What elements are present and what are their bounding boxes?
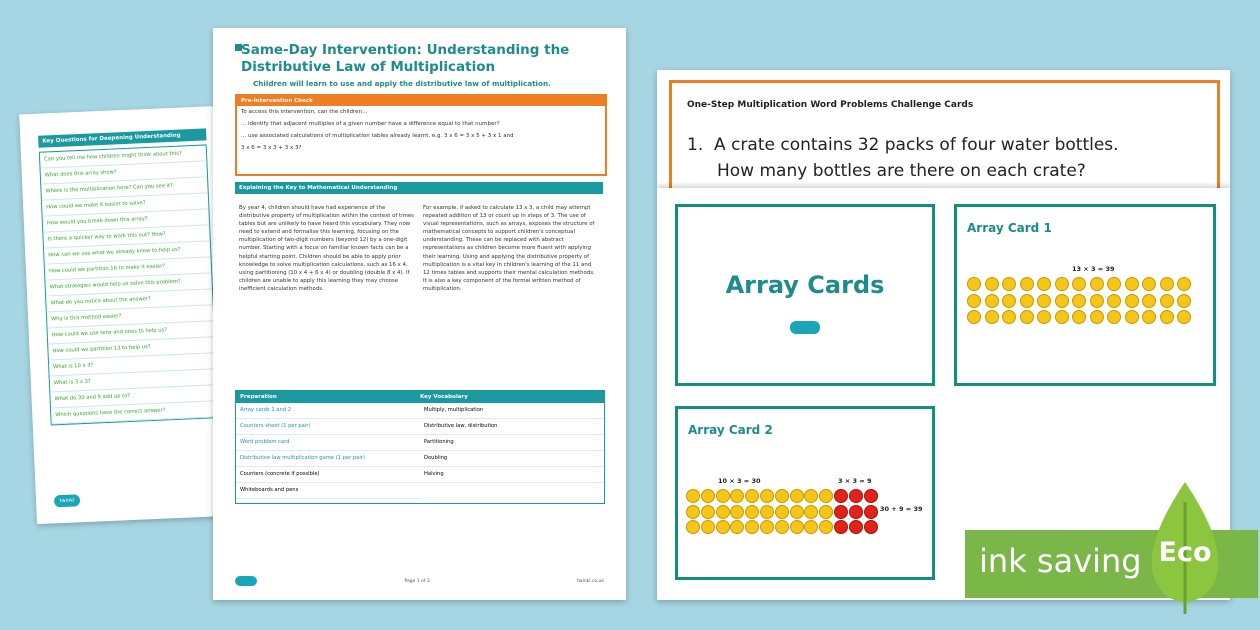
preparation-header: Preparation <box>240 394 277 400</box>
array-card-2-left-equation: 10 × 3 = 30 <box>718 477 761 485</box>
back-worksheet-page <box>19 106 237 524</box>
yellow-counter <box>775 520 789 534</box>
vocabulary-item: Halving <box>420 467 604 483</box>
yellow-counter <box>1037 310 1051 324</box>
vocabulary-item: Partitioning <box>420 435 604 451</box>
key-question-item: How could we partition 13 to help us? <box>48 337 215 360</box>
key-question-item: Is there a quicker way to work this out? How? <box>43 225 210 248</box>
preparation-list <box>236 403 420 499</box>
yellow-counter <box>804 520 818 534</box>
key-question-item: Why is this method easier? <box>47 305 214 328</box>
yellow-counter <box>1160 294 1174 308</box>
array-card-2 <box>675 406 935 580</box>
yellow-counter <box>701 505 715 519</box>
array-card-2-title: Array Card 2 <box>688 423 773 437</box>
yellow-counter <box>716 505 730 519</box>
yellow-counter <box>686 505 700 519</box>
yellow-counter <box>819 489 833 503</box>
prep-vocab-header <box>236 391 604 403</box>
yellow-counter <box>745 489 759 503</box>
twinkl-logo <box>235 576 257 586</box>
title-line-2: Distributive Law of Multiplication <box>241 59 496 75</box>
yellow-counter <box>1177 277 1191 291</box>
page-subtitle: Children will learn to use and apply the distributive law of multiplication. <box>253 79 551 88</box>
yellow-counter <box>985 277 999 291</box>
yellow-counter <box>1107 294 1121 308</box>
key-question-item: Which questions have the correct answer? <box>51 401 218 424</box>
yellow-counter <box>790 489 804 503</box>
yellow-counter <box>760 489 774 503</box>
key-questions-list <box>39 144 219 425</box>
page-footer <box>235 576 604 586</box>
yellow-counter <box>1177 294 1191 308</box>
yellow-counter <box>1142 294 1156 308</box>
twinkl-logo: twinkl <box>54 494 80 507</box>
preparation-item: Array cards 1 and 2 <box>236 403 420 419</box>
explanation-header: Explaining the Key to Mathematical Understanding <box>235 182 603 194</box>
yellow-counter <box>1142 277 1156 291</box>
preparation-item: Word problem card <box>236 435 420 451</box>
array-card-1 <box>954 204 1216 386</box>
pre-intervention-line: 3 x 6 = 3 x 3 + 3 x 3? <box>241 145 302 151</box>
yellow-counter <box>1020 310 1034 324</box>
yellow-counter <box>1160 310 1174 324</box>
eco-leaf-icon <box>1150 482 1220 614</box>
yellow-counter <box>701 520 715 534</box>
yellow-counter <box>985 310 999 324</box>
yellow-counter <box>730 505 744 519</box>
yellow-counter <box>1055 277 1069 291</box>
preparation-vocabulary-box <box>235 390 605 504</box>
key-question-item: What is 10 x 3? <box>49 353 216 376</box>
yellow-counter <box>967 277 981 291</box>
vocabulary-item: Multiply, multiplication <box>420 403 604 419</box>
intervention-plan-page <box>213 28 626 600</box>
yellow-counter <box>804 489 818 503</box>
yellow-counter <box>1002 294 1016 308</box>
yellow-counter <box>686 520 700 534</box>
red-counter <box>834 489 848 503</box>
yellow-counter <box>1002 310 1016 324</box>
yellow-counter <box>804 505 818 519</box>
yellow-counter <box>967 310 981 324</box>
pre-intervention-line: ... use associated calculations of multiplication tables already learnt, e.g. 3 x 6 = 3 x 5 + 3 x 1 and <box>241 133 514 139</box>
key-question-item: How could we make it easier to solve? <box>42 193 209 216</box>
array-card-2-total-equation: 30 + 9 = 39 <box>880 505 923 513</box>
pre-intervention-line: ... identify that adjacent multiples of a given number have a difference equal to that number? <box>241 121 500 127</box>
yellow-counter <box>1002 277 1016 291</box>
yellow-counter <box>716 489 730 503</box>
vocabulary-header: Key Vocabulary <box>420 394 468 400</box>
key-question-item: How can we use what we already know to help us? <box>44 241 211 264</box>
red-counter <box>834 520 848 534</box>
key-question-item: How could we use tens and ones to help us? <box>48 321 215 344</box>
yellow-counter <box>1177 310 1191 324</box>
yellow-counter <box>967 294 981 308</box>
yellow-counter <box>730 520 744 534</box>
yellow-counter <box>1055 294 1069 308</box>
yellow-counter <box>985 294 999 308</box>
red-counter <box>864 505 878 519</box>
yellow-counter <box>686 489 700 503</box>
pre-intervention-box <box>235 94 607 176</box>
yellow-counter <box>1020 277 1034 291</box>
red-counter <box>849 520 863 534</box>
yellow-counter <box>1160 277 1174 291</box>
yellow-counter <box>1125 277 1139 291</box>
yellow-counter <box>790 505 804 519</box>
yellow-counter <box>790 520 804 534</box>
yellow-counter <box>775 505 789 519</box>
preparation-item: Counters sheet (1 per pair) <box>236 419 420 435</box>
preparation-item: Distributive law multiplication game (1 per pair) <box>236 451 420 467</box>
yellow-counter <box>760 505 774 519</box>
key-question-item: Where is the multiplication here? Can you see it? <box>41 177 208 200</box>
ink-saving-text: ink saving <box>979 542 1142 580</box>
yellow-counter <box>745 520 759 534</box>
vocabulary-item: Doubling <box>420 451 604 467</box>
page-title <box>241 42 569 76</box>
explanation-column-2: For example, if asked to calculate 13 x 3, a child may attempt repeated addition of 13 or count up in steps of 3. The use of visual representations, such as arrays, exposes the structure of mathematical concepts to support children's conceptual understanding. These can be replaced with abstract representations as children become more fluent with applying their learning. Using and applying the distributive property of multiplication is a vital key in children's learning of the 11 and 12 times tables and supports their mental calculation methods. It is also a key component of the formal written method of multiplication. <box>423 205 595 292</box>
explanation-box <box>235 182 603 382</box>
pre-intervention-line: To access this intervention, can the children... <box>241 109 368 115</box>
pre-intervention-header: Pre-Intervention Check <box>237 96 605 106</box>
title-line-1: Same-Day Intervention: Understanding the <box>241 42 570 58</box>
footer-url: twinkl.co.uk <box>577 578 604 584</box>
yellow-counter <box>1090 294 1104 308</box>
vocabulary-item: Distributive law, distribution <box>420 419 604 435</box>
key-question-item: How would you break down this array? <box>43 209 210 232</box>
array-card-1-equation: 13 × 3 = 39 <box>1072 265 1115 273</box>
yellow-counter <box>819 520 833 534</box>
explanation-column-1: By year 4, children should have had experience of the distributive property of multiplication within the context of times tables but are unlikely to have heard this vocabulary. They now need to extend and formalise this learning, focusing on the multiplication of two-digit numbers (beyond 12) by a one-digit number. Starting with a focus on familiar known facts can be a helpful starting point. Children should be able to apply prior knowledge to solve multiplication calculations, such as 16 x 4, using partitioning (10 x 4 + 6 x 4) or doubling (double 8 x 4). If children are unable to apply this learning they may choose inefficient calculation methods. <box>239 205 414 292</box>
yellow-counter <box>1090 277 1104 291</box>
yellow-counter <box>716 520 730 534</box>
array-cards-cover-card <box>675 204 935 386</box>
yellow-counter <box>745 505 759 519</box>
key-question-item: What is 3 x 3? <box>50 369 217 392</box>
twinkl-logo <box>790 321 820 334</box>
yellow-counter <box>1055 310 1069 324</box>
yellow-counter <box>760 520 774 534</box>
vocabulary-list <box>420 403 604 499</box>
yellow-counter <box>1037 277 1051 291</box>
cover-card-title: Array Cards <box>725 271 885 299</box>
yellow-counter <box>1020 294 1034 308</box>
array-card-1-title: Array Card 1 <box>967 221 1052 235</box>
yellow-counter <box>701 489 715 503</box>
challenge-card-title: One-Step Multiplication Word Problems Challenge Cards <box>687 100 974 110</box>
yellow-counter <box>1125 310 1139 324</box>
eco-label: Eco <box>1158 537 1212 568</box>
red-counter <box>849 505 863 519</box>
challenge-question <box>687 132 1119 184</box>
yellow-counter <box>819 505 833 519</box>
key-question-item: What does this array show? <box>41 161 208 184</box>
yellow-counter <box>730 489 744 503</box>
key-question-item: Can you tell me how children might think about this? <box>40 145 207 168</box>
red-counter <box>849 489 863 503</box>
yellow-counter <box>1142 310 1156 324</box>
preparation-item: Whiteboards and pens <box>236 483 420 499</box>
key-question-item: What do 30 and 9 add up to? <box>50 385 217 408</box>
key-question-item: How could we partition 16 to make it easier? <box>45 257 212 280</box>
question-line-1: A crate contains 32 packs of four water bottles. <box>714 135 1119 155</box>
yellow-counter <box>1107 277 1121 291</box>
key-question-item: What strategies would help us solve this problem? <box>45 273 212 296</box>
yellow-counter <box>1107 310 1121 324</box>
page-number: Page 1 of 3 <box>404 578 430 584</box>
key-question-item: What do you notice about the answer? <box>46 289 213 312</box>
question-line-2: How many bottles are there on each crate? <box>717 161 1086 181</box>
preparation-item: Counters (concrete if possible) <box>236 467 420 483</box>
yellow-counter <box>1072 277 1086 291</box>
red-counter <box>834 505 848 519</box>
key-questions-header: Key Questions for Deepening Understanding <box>38 128 206 147</box>
yellow-counter <box>1072 294 1086 308</box>
red-counter <box>864 520 878 534</box>
question-number: 1. <box>687 135 704 155</box>
yellow-counter <box>1125 294 1139 308</box>
yellow-counter <box>775 489 789 503</box>
red-counter <box>864 489 878 503</box>
yellow-counter <box>1037 294 1051 308</box>
array-cards-page <box>657 70 1230 600</box>
array-card-2-mid-equation: 3 × 3 = 9 <box>838 477 872 485</box>
yellow-counter <box>1072 310 1086 324</box>
yellow-counter <box>1090 310 1104 324</box>
